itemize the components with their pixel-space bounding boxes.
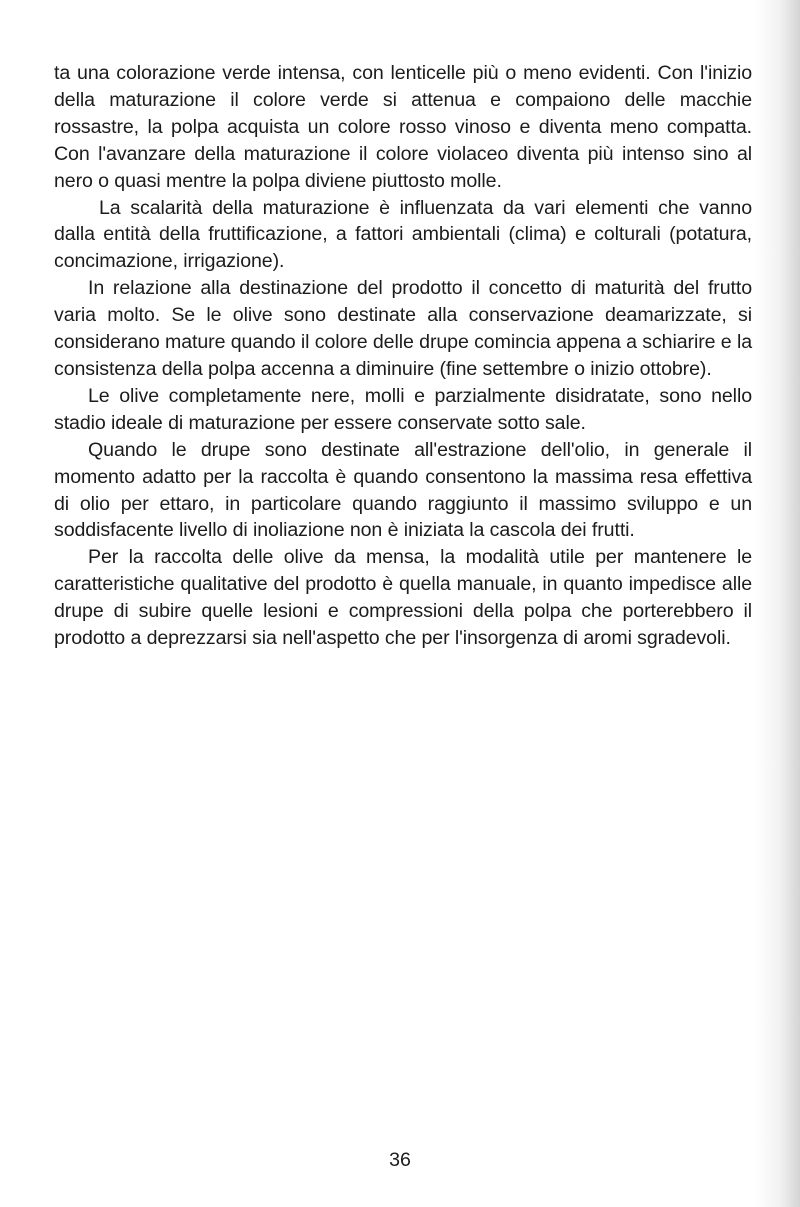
- page-edge-shadow: [754, 0, 800, 1207]
- paragraph-maturation-color: ta una colorazione verde intensa, con lenticelle più o meno evidenti. Con l'inizio della maturazione il colore verde si attenua e compaiono delle macchie rossastre, la polpa acquista un colore rosso vinoso e diventa meno compatta. Con l'avanzare della maturazione il colore violaceo diventa più intenso sino al nero o quasi mentre la polpa diviene piuttosto molle.: [54, 62, 752, 192]
- body-text: [54, 60, 752, 652]
- paragraph-ripeness-by-destination: In relazione alla destinazione del prodotto il concetto di maturità del frutto varia molto. Se le olive sono destinate alla conservazione deamarizzate, si considerano mature quando il colore delle drupe comincia appena a schiarire e la consistenza della polpa accenna a diminuire (fine settembre o inizio ottobre).: [54, 277, 752, 380]
- paragraph-ripening-scalarity: La scalarità della maturazione è influenzata da vari elementi che vanno dalla entità della fruttificazione, a fattori ambientali (clima) e colturali (potatura, concimazione, irrigazione).: [54, 196, 752, 273]
- paragraph-oil-extraction-harvest: Quando le drupe sono destinate all'estrazione dell'olio, in generale il momento adatto per la raccolta è quando consentono la massima resa effettiva di olio per ettaro, in particolare quando raggiunto il massimo sviluppo e un soddisfacente livello di inoliazione non è iniziata la cascola dei frutti.: [54, 438, 752, 542]
- paragraph-table-olives-manual-harvest: Per la raccolta delle olive da mensa, la modalità utile per mantenere le caratteristiche qualitative del prodotto è quella manuale, in quanto impedisce alle drupe di subire quelle lesioni e compressioni della polpa che porterebbero il prodotto a deprezzarsi sia nell'aspetto che per l'insorgenza di aromi sgradevoli.: [54, 546, 752, 650]
- page-number: 36: [389, 1149, 411, 1171]
- paragraph-black-olives-salt: Le olive completamente nere, molli e parzialmente disidratate, sono nello stadio ideale di maturazione per essere conservate sotto sale.: [54, 384, 752, 434]
